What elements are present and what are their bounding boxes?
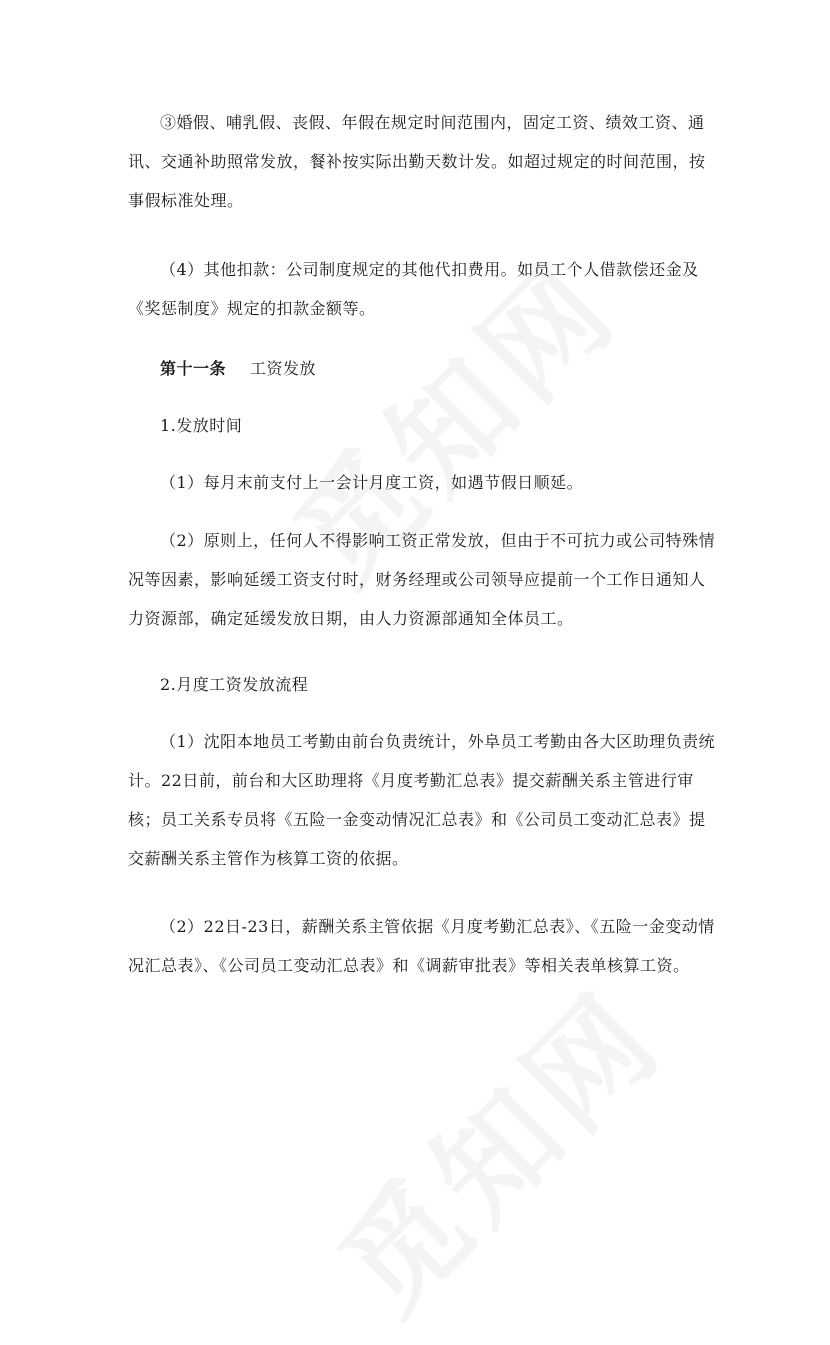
paragraph-other-deductions: （4）其他扣款：公司制度规定的其他代扣费用。如员工个人借款偿还金及《奖惩制度》规定的扣款金额等。 <box>128 260 699 318</box>
paragraph-attendance: （1）沈阳本地员工考勤由前台负责统计，外阜员工考勤由各大区助理负责统计。22日前，前台和大区助理将《月度考勤汇总表》提交薪酬关系主管进行审核；员工关系专员将《五险一金变动情况汇总表》和《公司员工变动汇总表》提交薪酬关系主管作为核算工资的依据。 <box>128 732 716 868</box>
watermark <box>296 947 693 1344</box>
paragraph-leave-pay: ③婚假、哺乳假、丧假、年假在规定时间范围内，固定工资、绩效工资、通讯、交通补助照常发放，餐补按实际出勤天数计发。如超过规定的时间范围，按事假标准处理。 <box>128 113 706 210</box>
paragraph-payment-delay: （2）原则上，任何人不得影响工资正常发放，但由于不可抗力或公司特殊情况等因素，影响延缓工资支付时，财务经理或公司领导应提前一个工作日通知人力资源部，确定延缓发放日期，由人力资源部通知全体员工。 <box>128 531 716 628</box>
paragraph-monthly-payment: （1）每月末前支付上一会计月度工资，如遇节假日顺延。 <box>160 473 584 492</box>
section-payment-process: 2.月度工资发放流程 <box>160 675 309 694</box>
section-payment-time: 1.发放时间 <box>160 416 243 435</box>
paragraph-salary-calculation: （2）22日-23日，薪酬关系主管依据《月度考勤汇总表》、《五险一金变动情况汇总表》、《公司员工变动汇总表》和《调薪审批表》等相关表单核算工资。 <box>128 917 715 975</box>
article-heading <box>128 349 718 388</box>
article-number: 第十一条 <box>160 359 227 378</box>
article-title: 工资发放 <box>250 359 317 378</box>
